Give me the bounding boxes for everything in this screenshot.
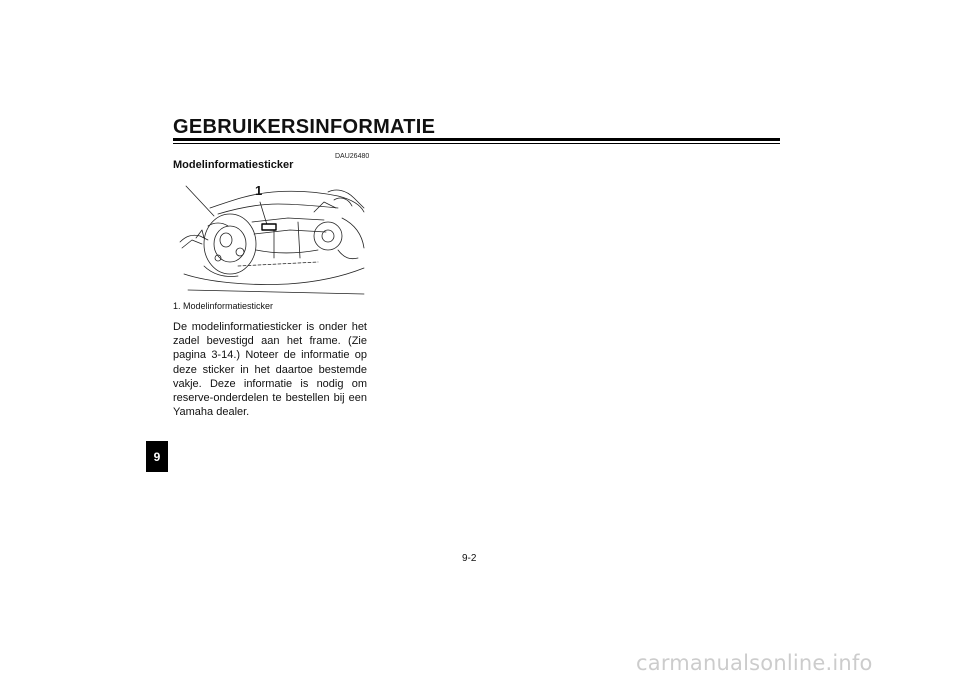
- motorcycle-illustration: [178, 178, 366, 298]
- page-number: 9-2: [462, 553, 477, 564]
- header-rule-thin: [173, 143, 780, 144]
- watermark: carmanualsonline.info: [636, 651, 873, 675]
- figure-caption: 1. Modelinformatiesticker: [173, 301, 274, 311]
- chapter-tab: [146, 441, 168, 472]
- figure-callout: 1: [255, 183, 263, 198]
- page-title: GEBRUIKERSINFORMATIE: [173, 116, 436, 138]
- body-paragraph: De modelinformatiesticker is onder het zadel bevestigd aan het frame. (Zie pagina 3-14.) Noteer de informatie op deze sticker in het daartoe bestemde vakje. Deze informatie is nodig om reserve-onderdelen te bestellen bij een Yamaha dealer.: [173, 321, 367, 419]
- chapter-tab-label: 9: [153, 449, 161, 464]
- header-rule: [173, 138, 780, 141]
- section-code: DAU26480: [335, 153, 370, 160]
- section-heading: Modelinformatiesticker: [173, 159, 294, 171]
